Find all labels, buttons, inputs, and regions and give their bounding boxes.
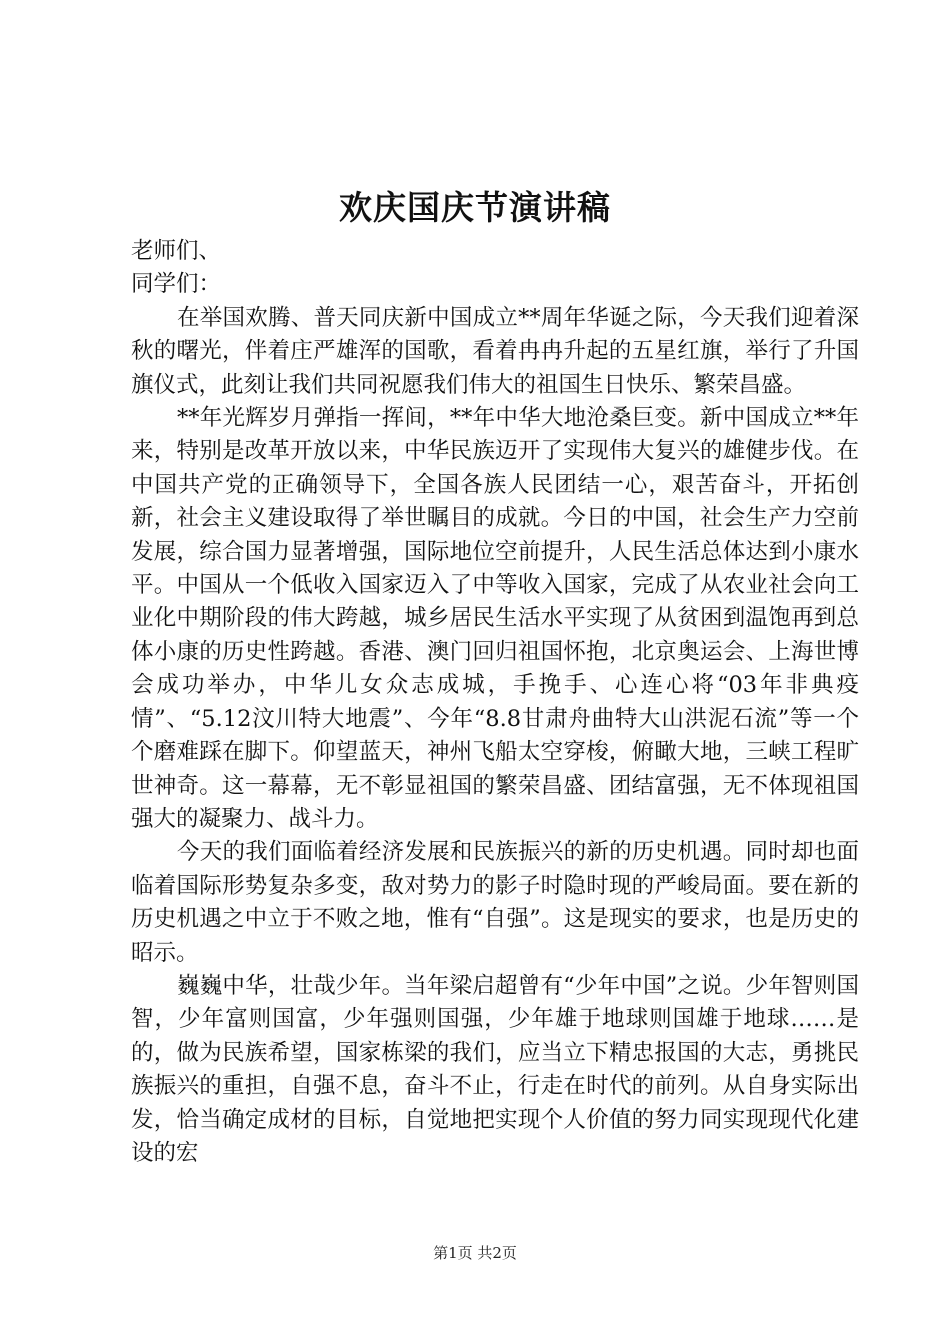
- document-body: [131, 235, 859, 1170]
- paragraph-3: 今天的我们面临着经济发展和民族振兴的新的历史机遇。同时却也面临着国际形势复杂多变，敌对势力的影子时隐时现的严峻局面。要在新的历史机遇之中立于不败之地，惟有“自强”。这是现实的要求，也是历史的昭示。: [131, 839, 859, 966]
- paragraph-1: 在举国欢腾、普天同庆新中国成立**周年华诞之际，今天我们迎着深秋的曙光，伴着庄严雄浑的国歌，看着冉冉升起的五星红旗，举行了升国旗仪式，此刻让我们共同祝愿我们伟大的祖国生日快乐、繁荣昌盛。: [131, 304, 859, 398]
- greeting-teachers: 老师们、: [131, 238, 222, 264]
- paragraph-4: 巍巍中华，壮哉少年。当年梁启超曾有“少年中国”之说。少年智则国智，少年富则国富，少年强则国强，少年雄于地球则国雄于地球……是的，做为民族希望，国家栋梁的我们，应当立下精忠报国的大志，勇挑民族振兴的重担，自强不息，奋斗不止，行走在时代的前列。从自身实际出发，恰当确定成材的目标，自觉地把实现个人价值的努力同实现现代化建设的宏: [131, 972, 859, 1166]
- greeting-students: 同学们：: [131, 271, 222, 298]
- document-title: 欢庆国庆节演讲稿: [339, 188, 611, 227]
- paragraph-2: **年光辉岁月弹指一挥间，**年中华大地沧桑巨变。新中国成立**年来，特别是改革开放以来，中华民族迈开了实现伟大复兴的雄健步伐。在中国共产党的正确领导下，全国各族人民团结一心，艰苦奋斗，开拓创新，社会主义建设取得了举世瞩目的成就。今日的中国，社会生产力空前发展，综合国力显著增强，国际地位空前提升，人民生活总体达到小康水平。中国从一个低收入国家迈入了中等收入国家，完成了从农业社会向工业化中期阶段的伟大跨越，城乡居民生活水平实现了从贫困到温饱再到总体小康的历史性跨越。香港、澳门回归祖国怀抱，北京奥运会、上海世博会成功举办，中华儿女众志成城，手挽手、心连心将“03年非典疫情”、“5.12汶川特大地震”、今年“8.8甘肃舟曲特大山洪泥石流”等一个个磨难踩在脚下。仰望蓝天，神州飞船太空穿梭，俯瞰大地，三峡工程旷世神奇。这一幕幕，无不彰显祖国的繁荣昌盛、团结富强，无不体现祖国强大的凝聚力、战斗力。: [131, 405, 859, 832]
- page-footer: 第1页 共2页: [433, 1244, 517, 1262]
